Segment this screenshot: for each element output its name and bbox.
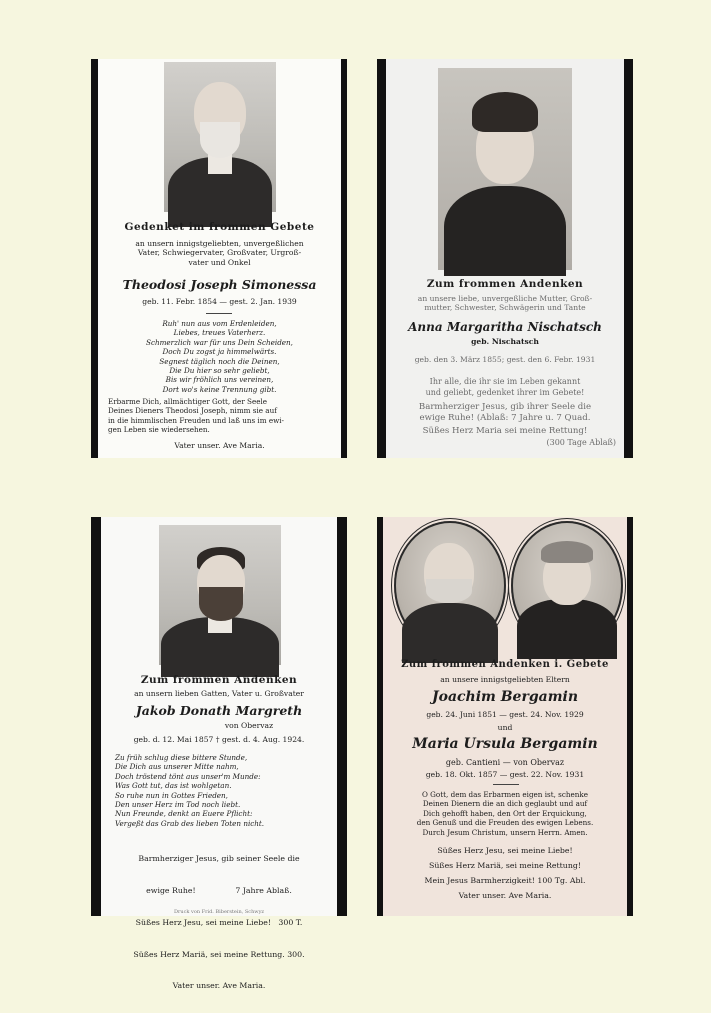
divider [493,784,519,785]
conjunction: und [497,723,513,732]
card-intro: an unsern lieben Gatten, Vater u. Großvater [134,689,304,698]
card-heading: Zum frommen Andenken i. Gebete [401,659,609,670]
memorial-poem: Ruh' nun aus vom Erdenleiden, Liebes, treues Vaterherz. Schmerzlich war für uns Dein Scheiden, Doch Du zogst ja himmelwärts. Segnest täglich noch die Deinen, Die Du hier so sehr geliebt, Bis wir fröhlich uns vereinen, Dort wo's keine Trennung gibt. [146,319,293,394]
divider [206,313,232,314]
life-dates: geb. den 3. März 1855; gest. den 6. Febr. 1931 [414,355,596,364]
card-intro: an unsern innigstgeliebten, unvergeßlichen Vater, Schwiegervater, Großvater, Urgroß- vater und Onkel [135,239,304,267]
card-heading: Zum frommen Andenken [426,278,584,290]
portrait-oval-joachim [394,521,506,650]
portrait-photo [164,62,276,212]
card-heading: Zum frommen Andenken [140,674,298,686]
life-dates-father: geb. 24. Juni 1851 — gest. 24. Nov. 1929 [426,710,584,719]
memorial-card-nischatsch [377,59,633,458]
printer-imprint: Druck von Frid. Biberstein, Schwyz [173,909,265,915]
closing-prayer: Vater unser. Ave Maria. [174,441,265,450]
memorial-poem: Zu früh schlug diese bittere Stunde, Die Dich aus unserer Mitte nahm, Doch tröstend tönt aus unser'm Munde: Was Gott tut, das ist wohlgetan. So ruhe nun in Gottes Frieden, Den unser Herz im Tod noch liebt. Nun Freunde, denkt an Euere Pflicht: Vergeßt das Grab des lieben Toten nicht. [115,753,265,828]
card-heading: Gedenket im frommen Gebete [124,221,315,233]
portrait-photo [438,68,572,270]
origin: von Obervaz [224,721,274,730]
card-body: Barmherziger Jesus, gib seiner Seele die ewige Ruhe! 7 Jahre Ablaß. Süßes Herz Jesu, sei meine Liebe! 300 T. Süßes Herz Mariä, sei meine Rettung. 300. Vater unser. Ave Maria. [133,854,305,991]
memorial-card-margreth [91,517,347,991]
life-dates: geb. 11. Febr. 1854 — gest. 2. Jan. 1939 [142,297,297,306]
deceased-name: Anna Margaritha Nischatsch [408,320,602,334]
card-intro: an unsere innigstgeliebten Eltern [440,675,570,684]
memorial-card-simonessa [91,59,347,458]
maiden-name-origin: geb. Cantieni — von Obervaz [445,758,565,767]
deceased-name: Theodosi Joseph Simonessa [122,277,317,292]
memorial-card-bergamin [377,517,633,916]
prayer-text: Erbarme Dich, allmächtiger Gott, der Seele Deines Dieners Theodosi Joseph, nimm sie auf in die himmlischen Freuden und laß uns im ewi- gen Leben sie wiedersehen. [108,397,284,435]
card-body: Ihr alle, die ihr sie im Leben gekannt und geliebt, gedenket ihrer im Gebete! Barmherziger Jesus, gib ihrer Seele die ewige Ruhe! (Ablaß: 7 Jahre u. 7 Quad. Süßes Herz Maria sei meine Rettung! (300 Tage Ablaß) [418,377,616,447]
maiden-name: geb. Nischatsch [471,337,539,346]
portrait-photo [159,525,281,665]
portrait-oval-maria [511,521,623,650]
deceased-name-father: Joachim Bergamin [431,689,579,705]
card-intro: an unsere liebe, unvergeßliche Mutter, Groß- mutter, Schwester, Schwägerin und Tante [417,294,593,313]
life-dates-mother: geb. 18. Okt. 1857 — gest. 22. Nov. 1931 [425,770,585,779]
deceased-name-mother: Maria Ursula Bergamin [412,736,598,752]
life-dates: geb. d. 12. Mai 1857 † gest. d. 4. Aug. 1924. [133,735,305,744]
prayer-text: O Gott, dem das Erbarmen eigen ist, schenke Deinen Dienern die an dich geglaubt und auf Dich gehofft haben, den Ort der Erquickung, den Genuß und die Freuden des ewigen Lebens. Durch Jesum Christum, unsern Herrn. Amen. [416,790,594,837]
deceased-name: Jakob Donath Margreth [135,703,303,718]
card-body: Süßes Herz Jesu, sei meine Liebe! Süßes Herz Mariä, sei meine Rettung! Mein Jesus Barmherzigkeit! 100 Tg. Abl. Vater unser. Ave Maria. [424,846,586,900]
